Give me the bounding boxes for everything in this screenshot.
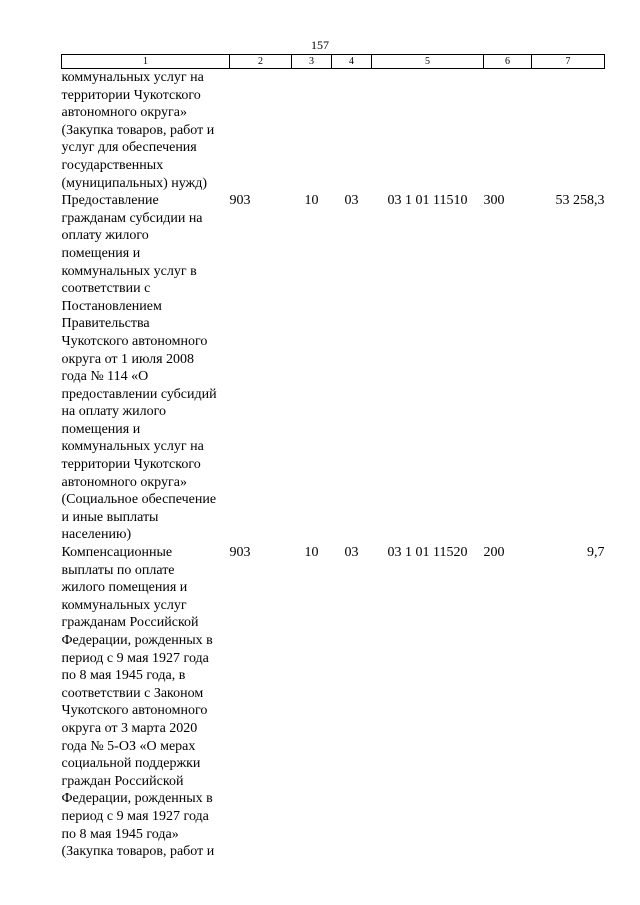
description-line: (Закупка товаров, работ и [61,844,215,860]
row-amount: 9,7 [587,545,605,561]
table-row [62,192,605,544]
description-line: период с 9 мая 1927 года [61,650,209,666]
description-line: граждан Российской [61,773,184,789]
row-ministry-code: 903 [229,545,251,561]
description-line: социальной поддержки [61,756,201,772]
row-target-article: 03 1 01 11520 [387,545,468,561]
column-header-5: 5 [372,55,484,69]
description-line: Федерации, рожденных в [61,633,213,648]
description-line: года № 5-ОЗ «О мерах [61,738,196,754]
description-line: коммунальных услуг [61,597,187,613]
row-expense-type: 200 [483,545,505,561]
description-line: предоставлении субсидий [61,386,217,402]
row-description [62,544,230,861]
description-line: Постановлением [61,298,162,314]
description-line: Чукотского автономного [61,703,208,719]
description-line: (муниципальных) нужд) [61,175,208,191]
column-header-7: 7 [532,55,605,69]
description-line: коммунальных услуг на [61,439,204,455]
description-line: округа от 1 июля 2008 [61,351,195,367]
column-header-4: 4 [332,55,372,69]
description-line: (Закупка товаров, работ и [61,122,215,138]
row-expense-type [484,69,532,193]
description-line: округа от 3 марта 2020 [61,720,198,736]
column-header-3: 3 [292,55,332,69]
row-section-code [292,69,332,193]
row-subsection-code: 03 [344,193,359,209]
table-row [62,69,605,193]
description-line: выплаты по оплате [61,562,175,578]
description-line: территории Чукотского [61,87,201,103]
description-line: услуг для обеспечения [61,140,197,156]
description-line: Предоставление [61,193,159,209]
description-line: коммунальных услуг на [61,70,204,85]
row-expense-type: 300 [483,193,505,209]
description-line: соответствии с [61,281,151,297]
row-section-code: 10 [304,193,319,209]
description-line: помещения и [61,421,141,437]
row-ministry-code [230,69,292,193]
description-line: оплату жилого [61,228,149,244]
description-line: жилого помещения и [61,580,188,596]
description-line: на оплату жилого [61,404,167,420]
description-line: автономного округа» [61,105,187,121]
column-header-6: 6 [484,55,532,69]
header-row [62,55,605,69]
row-description [62,69,230,193]
description-line: период с 9 мая 1927 года [61,808,209,824]
row-subsection-code: 03 [344,545,359,561]
description-line: Компенсационные [61,545,173,561]
table-row [62,544,605,861]
table-body [62,69,605,861]
row-section-code: 10 [304,545,319,561]
description-line: автономного округа» [61,474,187,490]
row-amount: 53 258,3 [555,193,605,209]
page-number: 157 [311,38,329,52]
row-target-article: 03 1 01 11510 [387,193,468,209]
row-ministry-code: 903 [229,193,251,209]
row-amount [532,69,605,193]
description-line: коммунальных услуг в [61,263,197,279]
budget-table [61,54,605,861]
description-line: по 8 мая 1945 года» [61,826,179,842]
description-line: населению) [61,527,132,543]
description-line: территории Чукотского [61,457,201,473]
description-line: и иные выплаты [61,509,159,525]
description-line: государственных [61,157,164,173]
description-line: Чукотского автономного [61,333,208,349]
description-line: гражданам Российской [61,615,199,631]
row-target-article [372,69,484,193]
description-line: (Социальное обеспечение [61,492,217,508]
description-line: гражданам субсидии на [61,210,203,226]
description-line: соответствии с Законом [61,685,204,701]
row-description [62,192,230,544]
column-header-1: 1 [62,55,230,69]
table-header [62,55,605,69]
description-line: помещения и [61,245,141,261]
description-line: года № 114 «О [61,369,149,385]
description-line: по 8 мая 1945 года, в [61,668,186,684]
description-line: Правительства [61,316,150,332]
column-header-2: 2 [230,55,292,69]
row-subsection-code [332,69,372,193]
description-line: Федерации, рожденных в [61,791,213,807]
